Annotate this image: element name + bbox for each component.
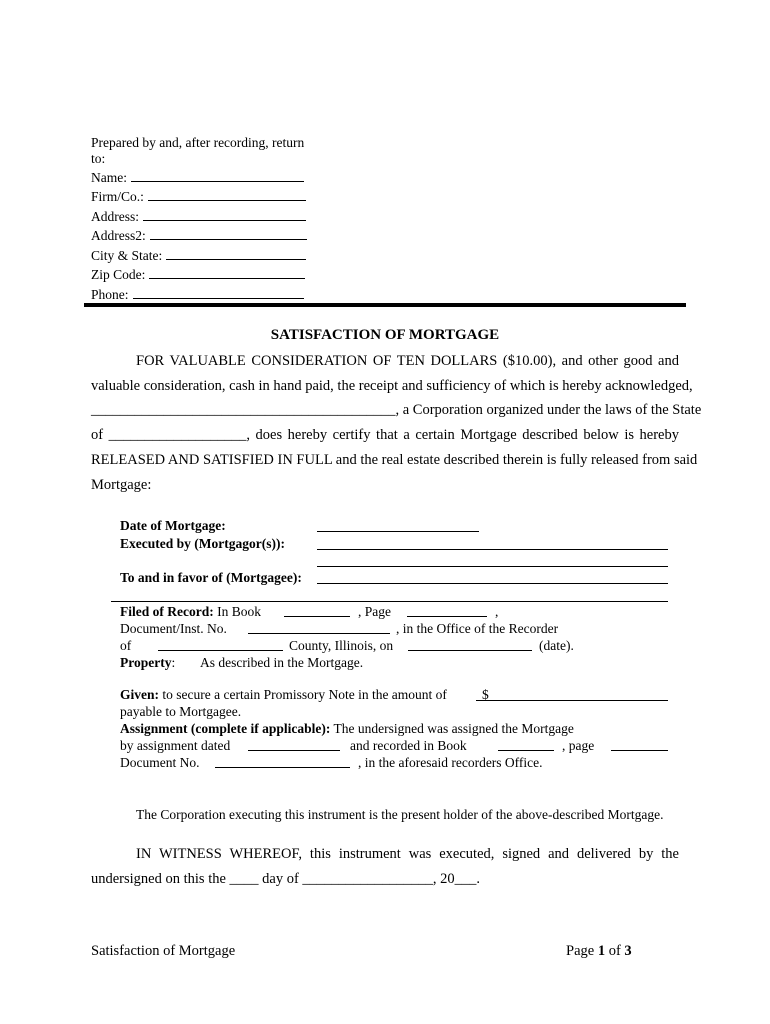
current-page: 1 — [597, 943, 606, 959]
recorded-date-line[interactable] — [408, 650, 532, 651]
page-line[interactable] — [407, 616, 487, 617]
prepared-by-label: Prepared by and, after recording, return — [91, 135, 305, 150]
document-no-label: Document No. — [120, 755, 200, 770]
book-line[interactable] — [284, 616, 350, 617]
firm-input-line[interactable] — [148, 188, 306, 201]
assignment-date-line[interactable] — [248, 750, 340, 751]
city-state-input-line[interactable] — [166, 247, 306, 260]
filed-of-record-label: Filed of Record: — [120, 604, 214, 619]
county-text: County, Illinois, on — [289, 638, 394, 653]
payable-text: payable to Mortgagee. — [120, 704, 242, 719]
city-state-field — [91, 247, 306, 264]
body-line-3: __________________________________________, a Corporation organized under the laws of the State — [91, 402, 702, 418]
date-of-mortgage-line[interactable] — [317, 531, 479, 532]
property-label: Property — [120, 655, 172, 670]
property-row — [120, 654, 175, 671]
body-line-2: valuable consideration, cash in hand paid, the receipt and sufficiency of which is hereby acknowledged, — [91, 378, 693, 394]
doc-inst-line[interactable] — [248, 633, 390, 634]
document-no-line[interactable] — [215, 767, 350, 768]
doc-inst-label: Document/Inst. No. — [120, 621, 227, 636]
name-input-line[interactable] — [131, 169, 304, 182]
page-of: of — [605, 943, 625, 959]
given-text: to secure a certain Promissory Note in the amount of — [162, 687, 447, 702]
property-colon: : — [171, 655, 176, 670]
by-assignment-label: by assignment dated — [120, 738, 231, 753]
assignment-text: The undersigned was assigned the Mortgage — [333, 721, 574, 736]
page-label: , Page — [358, 604, 391, 619]
header-divider — [84, 303, 686, 307]
holder-statement: The Corporation executing this instrument is the present holder of the above-described Mortgage. — [136, 807, 664, 822]
witness-line-1: IN WITNESS WHEREOF, this instrument was executed, signed and delivered by the — [136, 846, 679, 862]
page-prefix: Page — [566, 943, 598, 959]
address2-label: Address2: — [91, 228, 146, 243]
body-line-1: FOR VALUABLE CONSIDERATION OF TEN DOLLARS ($10.00), and other good and — [136, 353, 679, 369]
recorded-in-book-label: and recorded in Book — [350, 738, 467, 753]
given-row — [120, 686, 447, 703]
executed-by-line-2[interactable] — [317, 566, 668, 567]
document-title: SATISFACTION OF MORTGAGE — [270, 327, 500, 343]
assignment-label: Assignment (complete if applicable): — [120, 721, 331, 736]
phone-input-line[interactable] — [133, 286, 304, 299]
footer-title: Satisfaction of Mortgage — [91, 943, 236, 959]
office-recorder-text: , in the Office of the Recorder — [396, 621, 559, 636]
zip-label: Zip Code: — [91, 267, 146, 282]
executed-by-label: Executed by (Mortgagor(s)): — [120, 536, 285, 551]
assignment-page-label: , page — [562, 738, 595, 753]
favor-of-line[interactable] — [317, 583, 668, 584]
phone-label: Phone: — [91, 287, 129, 302]
page-number — [566, 943, 632, 960]
given-label: Given: — [120, 687, 159, 702]
witness-line-2: undersigned on this the ____ day of __________________, 20___. — [91, 871, 481, 887]
address2-input-line[interactable] — [150, 227, 307, 240]
county-line[interactable] — [158, 650, 283, 651]
zip-field — [91, 266, 305, 283]
favor-of-label: To and in favor of (Mortgagee): — [120, 570, 302, 585]
zip-input-line[interactable] — [149, 266, 305, 279]
prepared-by-label-cont: to: — [91, 151, 106, 166]
filed-of-record-row — [120, 603, 261, 620]
address2-field — [91, 227, 307, 244]
name-field — [91, 169, 304, 186]
address-input-line[interactable] — [143, 208, 306, 221]
executed-by-line[interactable] — [317, 549, 668, 550]
body-line-5: RELEASED AND SATISFIED IN FULL and the real estate described therein is fully released from said — [91, 452, 698, 468]
page-comma: , — [495, 604, 499, 619]
city-state-label: City & State: — [91, 248, 163, 263]
name-label: Name: — [91, 170, 127, 185]
assignment-row — [120, 720, 574, 737]
body-line-4: of ___________________, does hereby certify that a certain Mortgage described below is hereby — [91, 427, 679, 443]
address-label: Address: — [91, 209, 139, 224]
favor-of-line-2[interactable] — [111, 601, 668, 602]
amount-line[interactable] — [476, 700, 668, 701]
address-field — [91, 208, 306, 225]
date-of-mortgage-label: Date of Mortgage: — [120, 518, 226, 533]
firm-field — [91, 188, 306, 205]
assignment-page-line[interactable] — [611, 750, 668, 751]
assignment-book-line[interactable] — [498, 750, 554, 751]
property-value: As described in the Mortgage. — [200, 655, 364, 670]
aforesaid-text: , in the aforesaid recorders Office. — [358, 755, 543, 770]
phone-field — [91, 286, 304, 303]
date-suffix: (date). — [539, 638, 574, 653]
firm-label: Firm/Co.: — [91, 189, 144, 204]
dollar-sign: $ — [482, 687, 489, 702]
of-label: of — [120, 638, 132, 653]
total-pages: 3 — [624, 943, 632, 959]
in-book-label: In Book — [217, 604, 261, 619]
body-line-6: Mortgage: — [91, 477, 152, 493]
